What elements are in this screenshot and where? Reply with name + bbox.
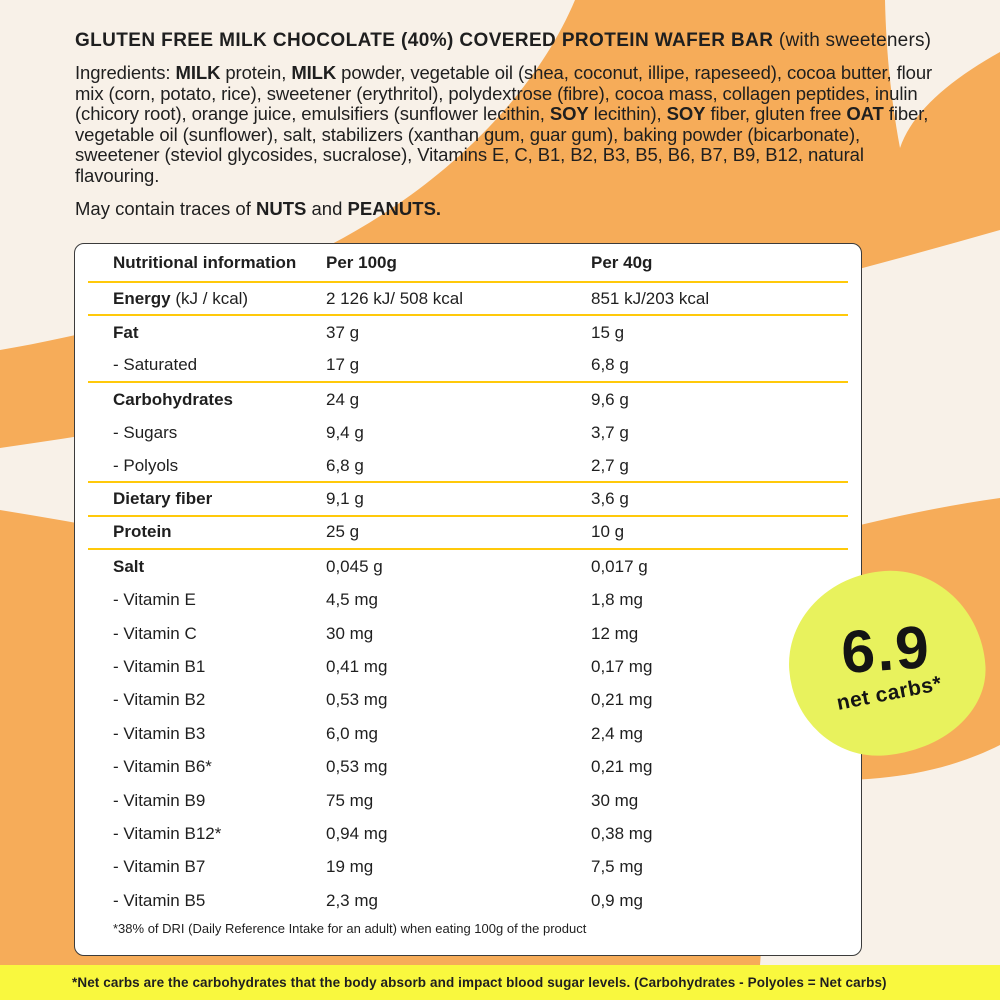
table-row bbox=[88, 517, 848, 550]
table-row bbox=[88, 350, 848, 383]
row-label: - Vitamin B7 bbox=[113, 857, 206, 877]
net-carbs-definition-bar bbox=[0, 965, 1000, 1000]
value-per-40g: 3,7 g bbox=[591, 423, 629, 443]
row-label: Carbohydrates bbox=[113, 389, 233, 409]
value-per-40g: 0,17 mg bbox=[591, 656, 653, 676]
net-carbs-label: net carbs* bbox=[834, 671, 944, 715]
value-per-100g: 9,1 g bbox=[326, 489, 364, 509]
value-per-100g: 30 mg bbox=[326, 623, 374, 643]
value-per-40g: 0,38 mg bbox=[591, 823, 653, 843]
value-per-100g: 0,94 mg bbox=[326, 823, 388, 843]
row-label: - Vitamin B12* bbox=[113, 823, 222, 843]
table-row bbox=[88, 750, 848, 783]
row-label: - Vitamin B6* bbox=[113, 757, 212, 777]
row-label: - Vitamin B1 bbox=[113, 656, 206, 676]
table-row bbox=[88, 784, 848, 817]
value-per-40g: 0,21 mg bbox=[591, 690, 653, 710]
table-row bbox=[88, 483, 848, 516]
ingredients-text: Ingredients: MILK protein, MILK powder, vegetable oil (shea, coconut, illipe, rapeseed), cocoa butter, flour mix (corn, potato, rice), sweetener (erythritol), polydextrose (fibre), cocoa mass, collagen peptides, inulin (chicory root), orange juice, emulsifiers (sunflower lecithin, SOY lecithin), SOY fiber, gluten free OAT fiber, vegetable oil (sunflower), salt, stabilizers (xanthan gum, guar gum), baking powder (bicarbonate), sweetener (steviol glycosides, sucralose), Vitamins E, C, B1, B2, B3, B5, B6, B7, B9, B12, natural flavouring. bbox=[75, 62, 933, 186]
table-row bbox=[88, 584, 848, 617]
value-per-40g: 0,21 mg bbox=[591, 757, 653, 777]
value-per-100g: 0,53 mg bbox=[326, 757, 388, 777]
row-label: - Vitamin B9 bbox=[113, 790, 206, 810]
row-label: - Vitamin B2 bbox=[113, 690, 206, 710]
label-intro bbox=[75, 30, 941, 220]
value-per-40g: 7,5 mg bbox=[591, 857, 643, 877]
table-row bbox=[88, 550, 848, 583]
value-per-100g: 37 g bbox=[326, 323, 360, 343]
value-per-40g: 851 kJ/203 kcal bbox=[591, 288, 710, 308]
value-per-100g: 0,41 mg bbox=[326, 656, 388, 676]
value-per-100g: 6,8 g bbox=[326, 455, 364, 475]
dri-footnote: *38% of DRI (Daily Reference Intake for an adult) when eating 100g of the product bbox=[113, 921, 587, 937]
value-per-40g: 2,7 g bbox=[591, 455, 629, 475]
value-per-40g: 3,6 g bbox=[591, 489, 629, 509]
value-per-100g: 0,045 g bbox=[326, 556, 383, 576]
table-body bbox=[75, 283, 861, 917]
table-row bbox=[88, 851, 848, 884]
row-label: - Vitamin E bbox=[113, 590, 196, 610]
value-per-40g: 15 g bbox=[591, 323, 625, 343]
value-per-40g: 30 mg bbox=[591, 790, 639, 810]
value-per-100g: 4,5 mg bbox=[326, 590, 378, 610]
value-per-100g: 2,3 mg bbox=[326, 890, 378, 910]
table-row bbox=[88, 617, 848, 650]
header-per-100g: Per 100g bbox=[326, 252, 397, 272]
value-per-40g: 6,8 g bbox=[591, 355, 629, 375]
table-row bbox=[88, 717, 848, 750]
value-per-100g: 6,0 mg bbox=[326, 723, 378, 743]
value-per-100g: 9,4 g bbox=[326, 423, 364, 443]
value-per-100g: 25 g bbox=[326, 522, 360, 542]
table-row bbox=[88, 817, 848, 850]
value-per-100g: 24 g bbox=[326, 389, 360, 409]
row-label: - Polyols bbox=[113, 455, 179, 475]
table-row bbox=[88, 450, 848, 483]
row-label: - Vitamin B5 bbox=[113, 890, 206, 910]
table-row bbox=[88, 383, 848, 416]
row-label: Energy (kJ / kcal) bbox=[113, 288, 249, 308]
net-carbs-value: 6.9 bbox=[839, 612, 933, 687]
row-label: Salt bbox=[113, 556, 145, 576]
net-carbs-definition-text: *Net carbs are the carbohydrates that the body absorb and impact blood sugar levels. (Carbohydrates - Polyoles = Net carbs) bbox=[72, 975, 887, 990]
value-per-40g: 2,4 mg bbox=[591, 723, 643, 743]
row-label: - Vitamin B3 bbox=[113, 723, 206, 743]
table-row bbox=[88, 283, 848, 316]
value-per-40g: 1,8 mg bbox=[591, 590, 643, 610]
row-label: - Saturated bbox=[113, 355, 198, 375]
row-label: - Sugars bbox=[113, 423, 178, 443]
row-label: - Vitamin C bbox=[113, 623, 197, 643]
allergen-note: May contain traces of NUTS and PEANUTS. bbox=[75, 197, 442, 219]
value-per-100g: 17 g bbox=[326, 355, 360, 375]
table-row bbox=[88, 650, 848, 683]
nutrition-facts-card bbox=[74, 243, 862, 956]
value-per-100g: 19 mg bbox=[326, 857, 374, 877]
table-row bbox=[88, 316, 848, 349]
table-header-row bbox=[88, 244, 848, 283]
row-label: Protein bbox=[113, 522, 172, 542]
table-row bbox=[88, 884, 848, 917]
table-row bbox=[88, 417, 848, 450]
value-per-40g: 9,6 g bbox=[591, 389, 629, 409]
header-per-40g: Per 40g bbox=[591, 252, 653, 272]
value-per-40g: 12 mg bbox=[591, 623, 639, 643]
header-nutritional-information: Nutritional information bbox=[113, 252, 297, 272]
value-per-40g: 0,017 g bbox=[591, 556, 648, 576]
value-per-40g: 0,9 mg bbox=[591, 890, 643, 910]
value-per-40g: 10 g bbox=[591, 522, 625, 542]
value-per-100g: 75 mg bbox=[326, 790, 374, 810]
row-label: Fat bbox=[113, 323, 139, 343]
value-per-100g: 2 126 kJ/ 508 kcal bbox=[326, 288, 464, 308]
row-label: Dietary fiber bbox=[113, 489, 213, 509]
product-title: GLUTEN FREE MILK CHOCOLATE (40%) COVERED PROTEIN WAFER BAR (with sweeteners) bbox=[75, 30, 932, 51]
table-row bbox=[88, 684, 848, 717]
value-per-100g: 0,53 mg bbox=[326, 690, 388, 710]
